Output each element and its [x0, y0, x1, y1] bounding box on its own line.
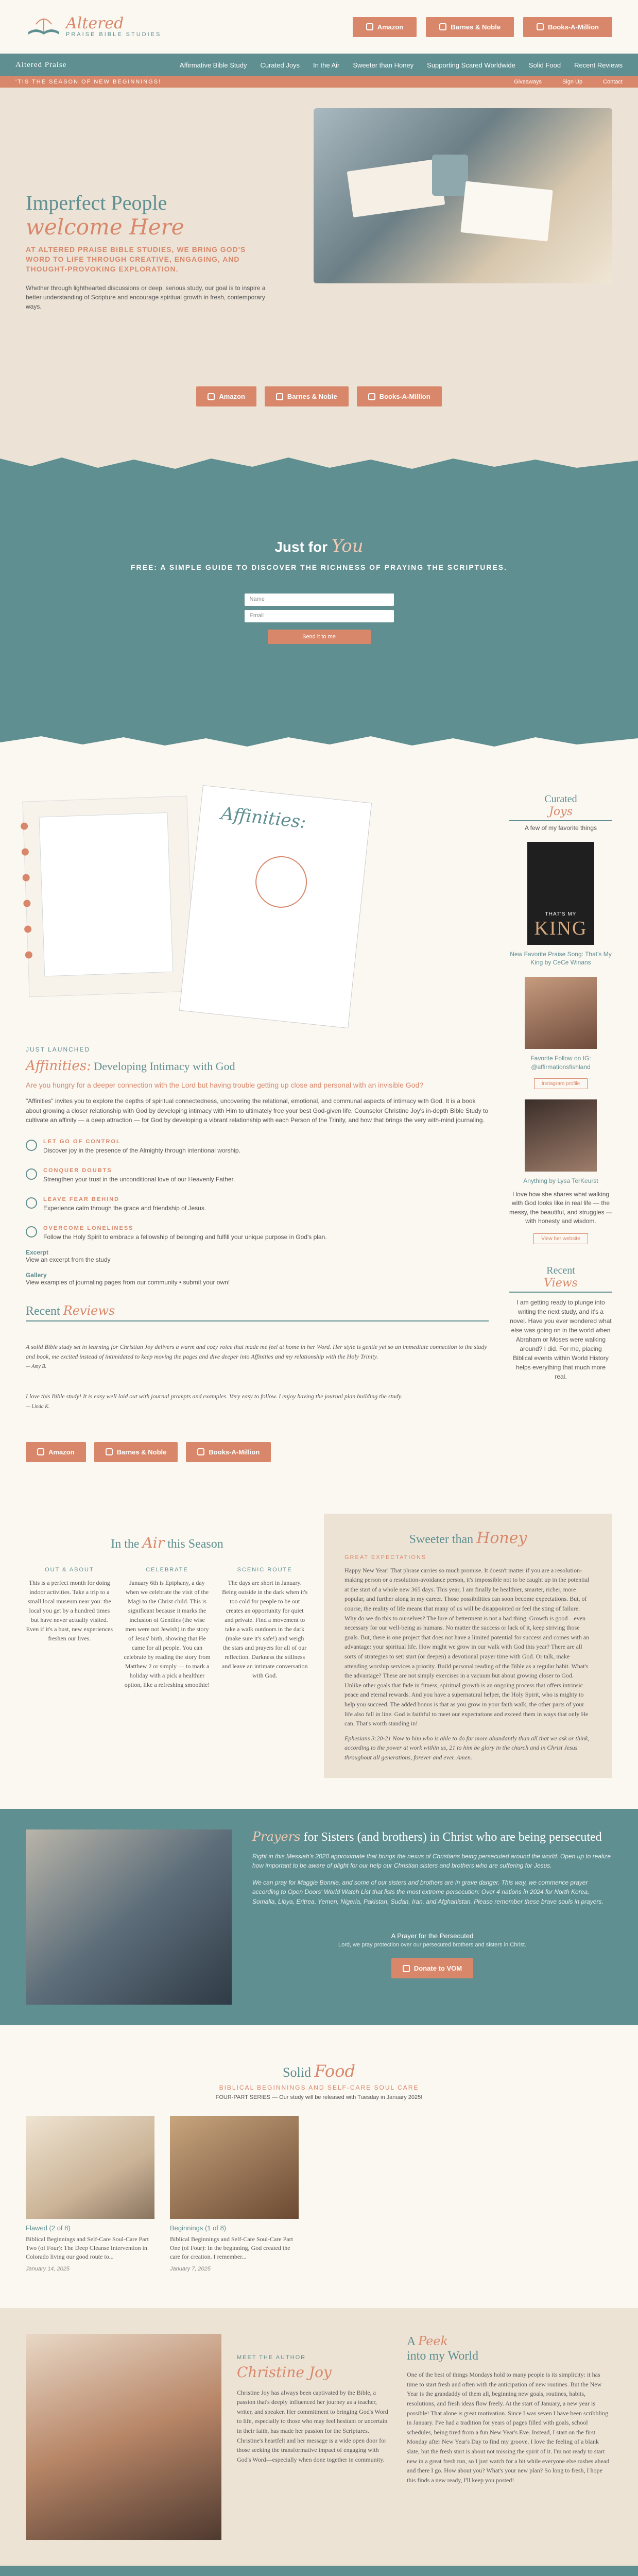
author-bio: Christine Joy has always been captivated by the Bible, a passion that's deeply influenced her journey as a teacher, writer, and speaker. Her commitment to bringing God's Word to life, especially to those who may feel hesitant or uncertain in their faith, has made her passion for the Scriptures. Christine's heartfelt and her message is a wide open door for those seeking the transformative impact of engaging with God's Word—especially when done together in community.	[237, 2388, 388, 2463]
worksheet-image	[179, 785, 372, 1028]
subnav-signup[interactable]: Sign Up	[562, 79, 583, 85]
bio-caption: Anything by Lysa TerKeurst	[523, 1177, 598, 1184]
cart-icon	[439, 23, 446, 30]
nav-brand[interactable]: Altered Praise	[15, 60, 67, 69]
cart-icon	[537, 23, 544, 30]
reviews-cta-row	[26, 1442, 489, 1462]
shield-icon	[26, 1168, 37, 1180]
feature-item: LET GO OF CONTROL Discover joy in the presence of the Almighty through intentional worship.	[26, 1139, 489, 1154]
gallery-link[interactable]: Gallery View examples of journaling pages from our community • submit your own!	[26, 1272, 230, 1286]
curated-joys-widget	[509, 793, 612, 1244]
post-card[interactable]: Beginnings (1 of 8) Biblical Beginnings and Self-Care Soul-Care Part One (of Four): In the beginning, God created the care for creation. I remember... January 7, 2025	[170, 2116, 299, 2272]
reviews-amazon-button[interactable]: Amazon	[26, 1442, 86, 1462]
hero-barnes-noble-button[interactable]: Barnes & Noble	[265, 386, 349, 406]
signup-section	[0, 469, 638, 752]
review-item: I love this Bible study! It is easy well laid out with journal prompts and examples. Very easy to follow. I enjoy having the journal plan building the study. — Linda K.	[26, 1393, 403, 1410]
website-button[interactable]: View her website	[533, 1233, 588, 1244]
inner-self-section	[0, 2566, 638, 2576]
cart-icon	[276, 393, 283, 400]
signup-subtitle: FREE: A SIMPLE GUIDE TO DISCOVER THE RICHNESS OF PRAYING THE SCRIPTURES.	[130, 563, 508, 571]
worksheet-title: Affinities:	[220, 803, 307, 833]
instagram-photo[interactable]	[525, 977, 597, 1049]
cart-icon	[106, 1448, 113, 1455]
sidebar	[509, 793, 612, 1462]
reviews-title: Recent Reviews	[26, 1303, 489, 1321]
nav-item-supporting[interactable]: Supporting Scared Worldwide	[427, 61, 515, 69]
author-name: Christine Joy	[237, 2363, 332, 2381]
hero-books-a-million-button[interactable]: Books-A-Million	[357, 386, 442, 406]
follow-caption: Favorite Follow on IG: @affirmationsfishland	[530, 1055, 591, 1071]
recent-views-widget	[509, 1265, 612, 1381]
nav-item-sweeter[interactable]: Sweeter than Honey	[353, 61, 414, 69]
honey-kicker: GREAT EXPECTATIONS	[344, 1554, 427, 1561]
signup-title: Just for You	[274, 536, 364, 556]
nav-item-affirmative[interactable]: Affirmative Bible Study	[179, 61, 247, 69]
excerpt-link[interactable]: Excerpt View an excerpt from the study	[26, 1249, 111, 1264]
solid-food-section	[0, 2025, 638, 2308]
book-pen-logo-icon	[26, 14, 62, 40]
heart-icon	[403, 1965, 410, 1972]
song-caption: New Favorite Praise Song: That's My King by CeCe Winans	[510, 951, 612, 967]
prayer-paragraph-2: We can pray for Maggie Bonnie, and some of our sisters and brothers are in grave danger. This way, we commence prayer according to Open Doors' World Watch List that lists the most extreme persecution: Over 4 nations in 2024 for North Korea, Somalia, Libya, Eritrea, Yemen, Nigeria, Pakistan, Sudan, Iran, and Afghanistan. Please remember these brave souls in prayers.	[252, 1878, 603, 1905]
in-the-air-widget	[26, 1514, 308, 1778]
reviews-barnes-noble-button[interactable]: Barnes & Noble	[94, 1442, 178, 1462]
season-section	[0, 1483, 638, 1809]
just-launched-label: JUST LAUNCHED	[26, 1046, 91, 1053]
recent-views-title: Recent Views	[509, 1265, 612, 1293]
cart-icon	[37, 1448, 44, 1455]
prayer-section	[0, 1809, 638, 2025]
prayer-title: Prayers for Sisters (and brothers) in Christ who are being persecuted	[252, 1829, 602, 1844]
album-cover[interactable]: THAT'S MY KING	[527, 842, 594, 945]
prayer-box-title: A Prayer for the Persecuted	[391, 1932, 474, 1940]
season-column: SCENIC ROUTE The days are short in January. Being outside in the dark when it's too cold for people to be out creates an opportunity for quiet and private. Find a movement to take a walk outdoors in the dark (make sure it's safe!) and weigh the stars and prayers for all of our reflection. Darkness the stillness and leave an intimate conversation with God.	[221, 1566, 308, 1679]
affinities-title: Affinities: Developing Intimacy with God	[26, 1058, 235, 1074]
prayer-box	[252, 1932, 612, 1978]
torn-edge-divider	[0, 732, 638, 753]
email-input[interactable]: Email	[245, 610, 394, 622]
affinities-section	[26, 793, 489, 1462]
affinities-question: Are you hungry for a deeper connection with the Lord but having trouble getting up close and personal with an invisible God?	[26, 1081, 424, 1089]
hero-section	[0, 88, 638, 469]
hero-photo	[314, 108, 612, 283]
subnav-contact[interactable]: Contact	[603, 79, 623, 85]
nav-item-in-the-air[interactable]: In the Air	[313, 61, 340, 69]
peek-paragraph: One of the best of things Mondays hold to many people is its simplicity: it has time to start fresh and often with the anticipation of new routines. But the New Year is the grandaddy of them all, beginning new goals, routines, habits, resolutions, and fresh ideas flow freely. At the start of January, a new year is possible! That alone is great motivation. Since I was seven I have been scribbling in January. I've had a tradition for years of pages filled with goals, school schedules, being tired from a fun New Year's Eve. Instead, I start on the first Monday after New Year's Day to find my groove. I love the feeling of a blank slate, but the fresh start is about not missing the spirit of it. I'm not ready to start new in a great fresh run, so I just watch for a bit while everyone else rushes ahead and there I go. How about you? What's your new plan? So long to fresh, I hope this finds a new ready, I'll keep you posted!	[407, 2371, 610, 2484]
logo-name: Altered	[66, 14, 124, 32]
cart-icon	[197, 1448, 204, 1455]
hero-cta-row	[0, 386, 638, 406]
author-kicker: MEET THE AUTHOR	[237, 2354, 306, 2361]
hero-title: Imperfect People	[26, 191, 167, 214]
feature-item: OVERCOME LONELINESS Follow the Holy Spirit to embrace a fellowship of belonging and fulfill your unique purpose in God's plan.	[26, 1225, 489, 1241]
post-card[interactable]: Flawed (2 of 8) Biblical Beginnings and Self-Care Soul-Care Part Two (of Four): The Deep Cleanse Intervention in Colorado living our good route to... January 14, 2025	[26, 2116, 154, 2272]
hero-amazon-button[interactable]: Amazon	[196, 386, 256, 406]
food-title: Solid Food	[283, 2061, 355, 2081]
people-icon	[26, 1226, 37, 1238]
send-button[interactable]: Send it to me	[268, 630, 371, 644]
study-illustration	[26, 793, 489, 1041]
sub-nav	[0, 76, 638, 88]
peek-title: A Peek into my World	[407, 2333, 478, 2363]
barnes-noble-button[interactable]: Barnes & Noble	[426, 17, 514, 37]
books-a-million-button[interactable]: Books-A-Million	[523, 17, 612, 37]
dove-icon	[26, 1197, 37, 1209]
logo-tagline: PRAISE BIBLE STUDIES	[66, 31, 162, 38]
nav-item-curated-joys[interactable]: Curated Joys	[260, 61, 300, 69]
nav-item-solid-food[interactable]: Solid Food	[528, 61, 561, 69]
author-section	[0, 2308, 638, 2566]
honey-paragraph: Happy New Year! That phrase carries so much promise. It doesn't matter if you are a resolution-making person or a resolution-avoidance person, it's impossible not to be caught up in the potential at the start of a whole new 365 days. This year, I am finally be healthier, smarter, richer, more popular, and further along in my career. Those possibilities can soon become expectations. But, of course, the reality of life means that many of us will be disappointed or feel the sting of failure. Why do we do this to ourselves? The lure of betterment is not a bad thing. Growth is good—even necessary for our well-being as humans. No matter the success or lack of it, keep striving those goals. But, there is one project that does not have a limited potential for success and comes with an advantage: your spiritual life. How might we grow in our walk with God this year? There are all sorts of strategies to set: start (or deepen) a devotional prayer time with God. Or talk, make attending worship services a priority. Build personal reading of the Bible as a regular habit. What's the advantage? These are not simply exercises in a vacuum but about growing closer to God. Unlike other goals that fade in fitness, spiritual growth is an ongoing process that offers intrinsic peace and eternal rewards. And you have a supernatural helper, the Holy Spirit, who is mighty to help you succeed. The added bonus is that as you grow in your faith walk, the other parts of your life also fall in line. God is faithful to meet our expectations and exceed them in ways that only He can. That's worth standing in!	[344, 1566, 590, 1727]
author-portrait	[26, 2334, 221, 2540]
sweeter-than-honey-widget	[324, 1514, 612, 1778]
cart-icon	[366, 23, 373, 30]
feature-item: LEAVE FEAR BEHIND Experience calm through the grace and friendship of Jesus.	[26, 1196, 489, 1212]
prayer-paragraph-1: Right in this Messiah's 2020 approximate that brings the nexus of Christians being persecuted around the world. Open up to realize how important to be aware of plight for our help our Christian sisters and brothers who are suffering for Jesus.	[252, 1852, 611, 1870]
food-note: FOUR-PART SERIES — Our study will be released with Tuesday in January 2025!	[215, 2094, 423, 2100]
post-image	[170, 2116, 299, 2219]
name-input[interactable]: Name	[245, 594, 394, 606]
feature-item: CONQUER DOUBTS Strengthen your trust in the unconditional love of our Heavenly Father.	[26, 1167, 489, 1183]
cart-icon	[368, 393, 375, 400]
nav-item-recent-reviews[interactable]: Recent Reviews	[574, 61, 623, 69]
top-buttons	[353, 17, 612, 37]
season-column: OUT & ABOUT This is a perfect month for doing indoor activities. Take a trip to a small local museum near you: the local you get by a hundred times but have never actually visited. Even if it's a bust, new experiences freshen our lives.	[26, 1566, 113, 1642]
post-image	[26, 2116, 154, 2219]
food-kicker: BIBLICAL BEGINNINGS AND SELF-CARE SOUL CARE	[219, 2083, 419, 2091]
hero-paragraph: Whether through lighthearted discussions or deep, serious study, our goal is to inspire a better understanding of Scripture and encourage spiritual growth in fresh, contemporary ways.	[26, 284, 266, 310]
review-item: A solid Bible study set in learning for Christian Joy delivers a warm and cozy voice that made me feel at home in her Word. Her style is gentle yet so an immediate connection to the study and book, me excited instead of intimidated to keep moving the pages and dive deeper into Affinities and my relationship with the Holy Trinity. — Amy B.	[26, 1343, 487, 1370]
affinities-description: "Affinities" invites you to explore the depths of spiritual connectedness, uncovering the relational, emotional, and communal aspects of intimacy with God. It is a book about growing a closer relationship with God by developing intimacy with Him to ultimately free your best God-given life. Counselor Christine Joy's in-depth Bible Study to cultivate an affinity — a deep attraction — for God by developing a vibrant relationship with each Person of the Trinity, and how that brings the very with-mind journaling.	[26, 1097, 489, 1124]
bio-text: I love how she shares what walking with God looks like in real life — the messy, the beautiful, and struggles — with honesty and wisdom.	[509, 1190, 612, 1225]
planner-image	[22, 796, 194, 997]
honey-title: Sweeter than Honey	[409, 1529, 527, 1547]
prayer-photo	[26, 1829, 232, 2005]
season-tagline: 'TIS THE SEASON OF NEW BEGINNINGS!	[15, 79, 162, 85]
hero-title-script: welcome Here	[26, 214, 184, 240]
cart-icon	[208, 393, 215, 400]
site-logo[interactable]	[26, 14, 161, 40]
subnav-giveaways[interactable]: Giveaways	[514, 79, 542, 85]
top-header	[0, 0, 638, 54]
in-the-air-title: In the Air this Season	[111, 1534, 223, 1551]
season-column: CELEBRATE January 6th is Epiphany, a day when we celebrate the visit of the Magi to the Christ child. This is significant because it marks the inclusion of Gentiles (the wise men were not Jewish) in the story of Jesus' birth, showing that He came for all people. You can celebrate by reading the story from Matthew 2 or simply — to mark a holiday with a pick a healthier option, like a refreshing smoothie!	[124, 1566, 211, 1688]
curated-joys-title: Curated Joys	[509, 793, 612, 821]
recent-views-text: I am getting ready to plunge into writing the next study, and it's a novel. Have you ever wondered what else was going on in the world when Abraham or Moses were walking around? I did. For me, placing Biblical events within World History helps everything that much more real.	[510, 1298, 612, 1380]
curated-joys-subtitle: A few of my favorite things	[524, 824, 597, 832]
hero-lead: AT ALTERED PRAISE BIBLE STUDIES, WE BRING GOD'S WORD TO LIFE THROUGH CREATIVE, ENGAGING, AND THOUGHT-PROVOKING EXPLORATION.	[26, 245, 246, 273]
instagram-button[interactable]: Instagram profile	[534, 1078, 588, 1089]
author-photo[interactable]	[525, 1099, 597, 1172]
donate-button[interactable]: Donate to VOM	[391, 1958, 473, 1978]
amazon-button[interactable]: Amazon	[353, 17, 417, 37]
main-content	[0, 752, 638, 1483]
heart-icon	[26, 1140, 37, 1151]
reviews-books-a-million-button[interactable]: Books-A-Million	[186, 1442, 271, 1462]
main-nav	[0, 54, 638, 76]
prayer-box-subtitle: Lord, we pray protection over our persecuted brothers and sisters in Christ.	[338, 1942, 526, 1948]
honey-scripture: Ephesians 3:20-21 Now to him who is able to do far more abundantly than all that we ask or think, according to the power at work within us, 21 to him be glory in the church and in Christ Jesus throughout all generations, forever and ever. Amen.	[344, 1734, 590, 1761]
